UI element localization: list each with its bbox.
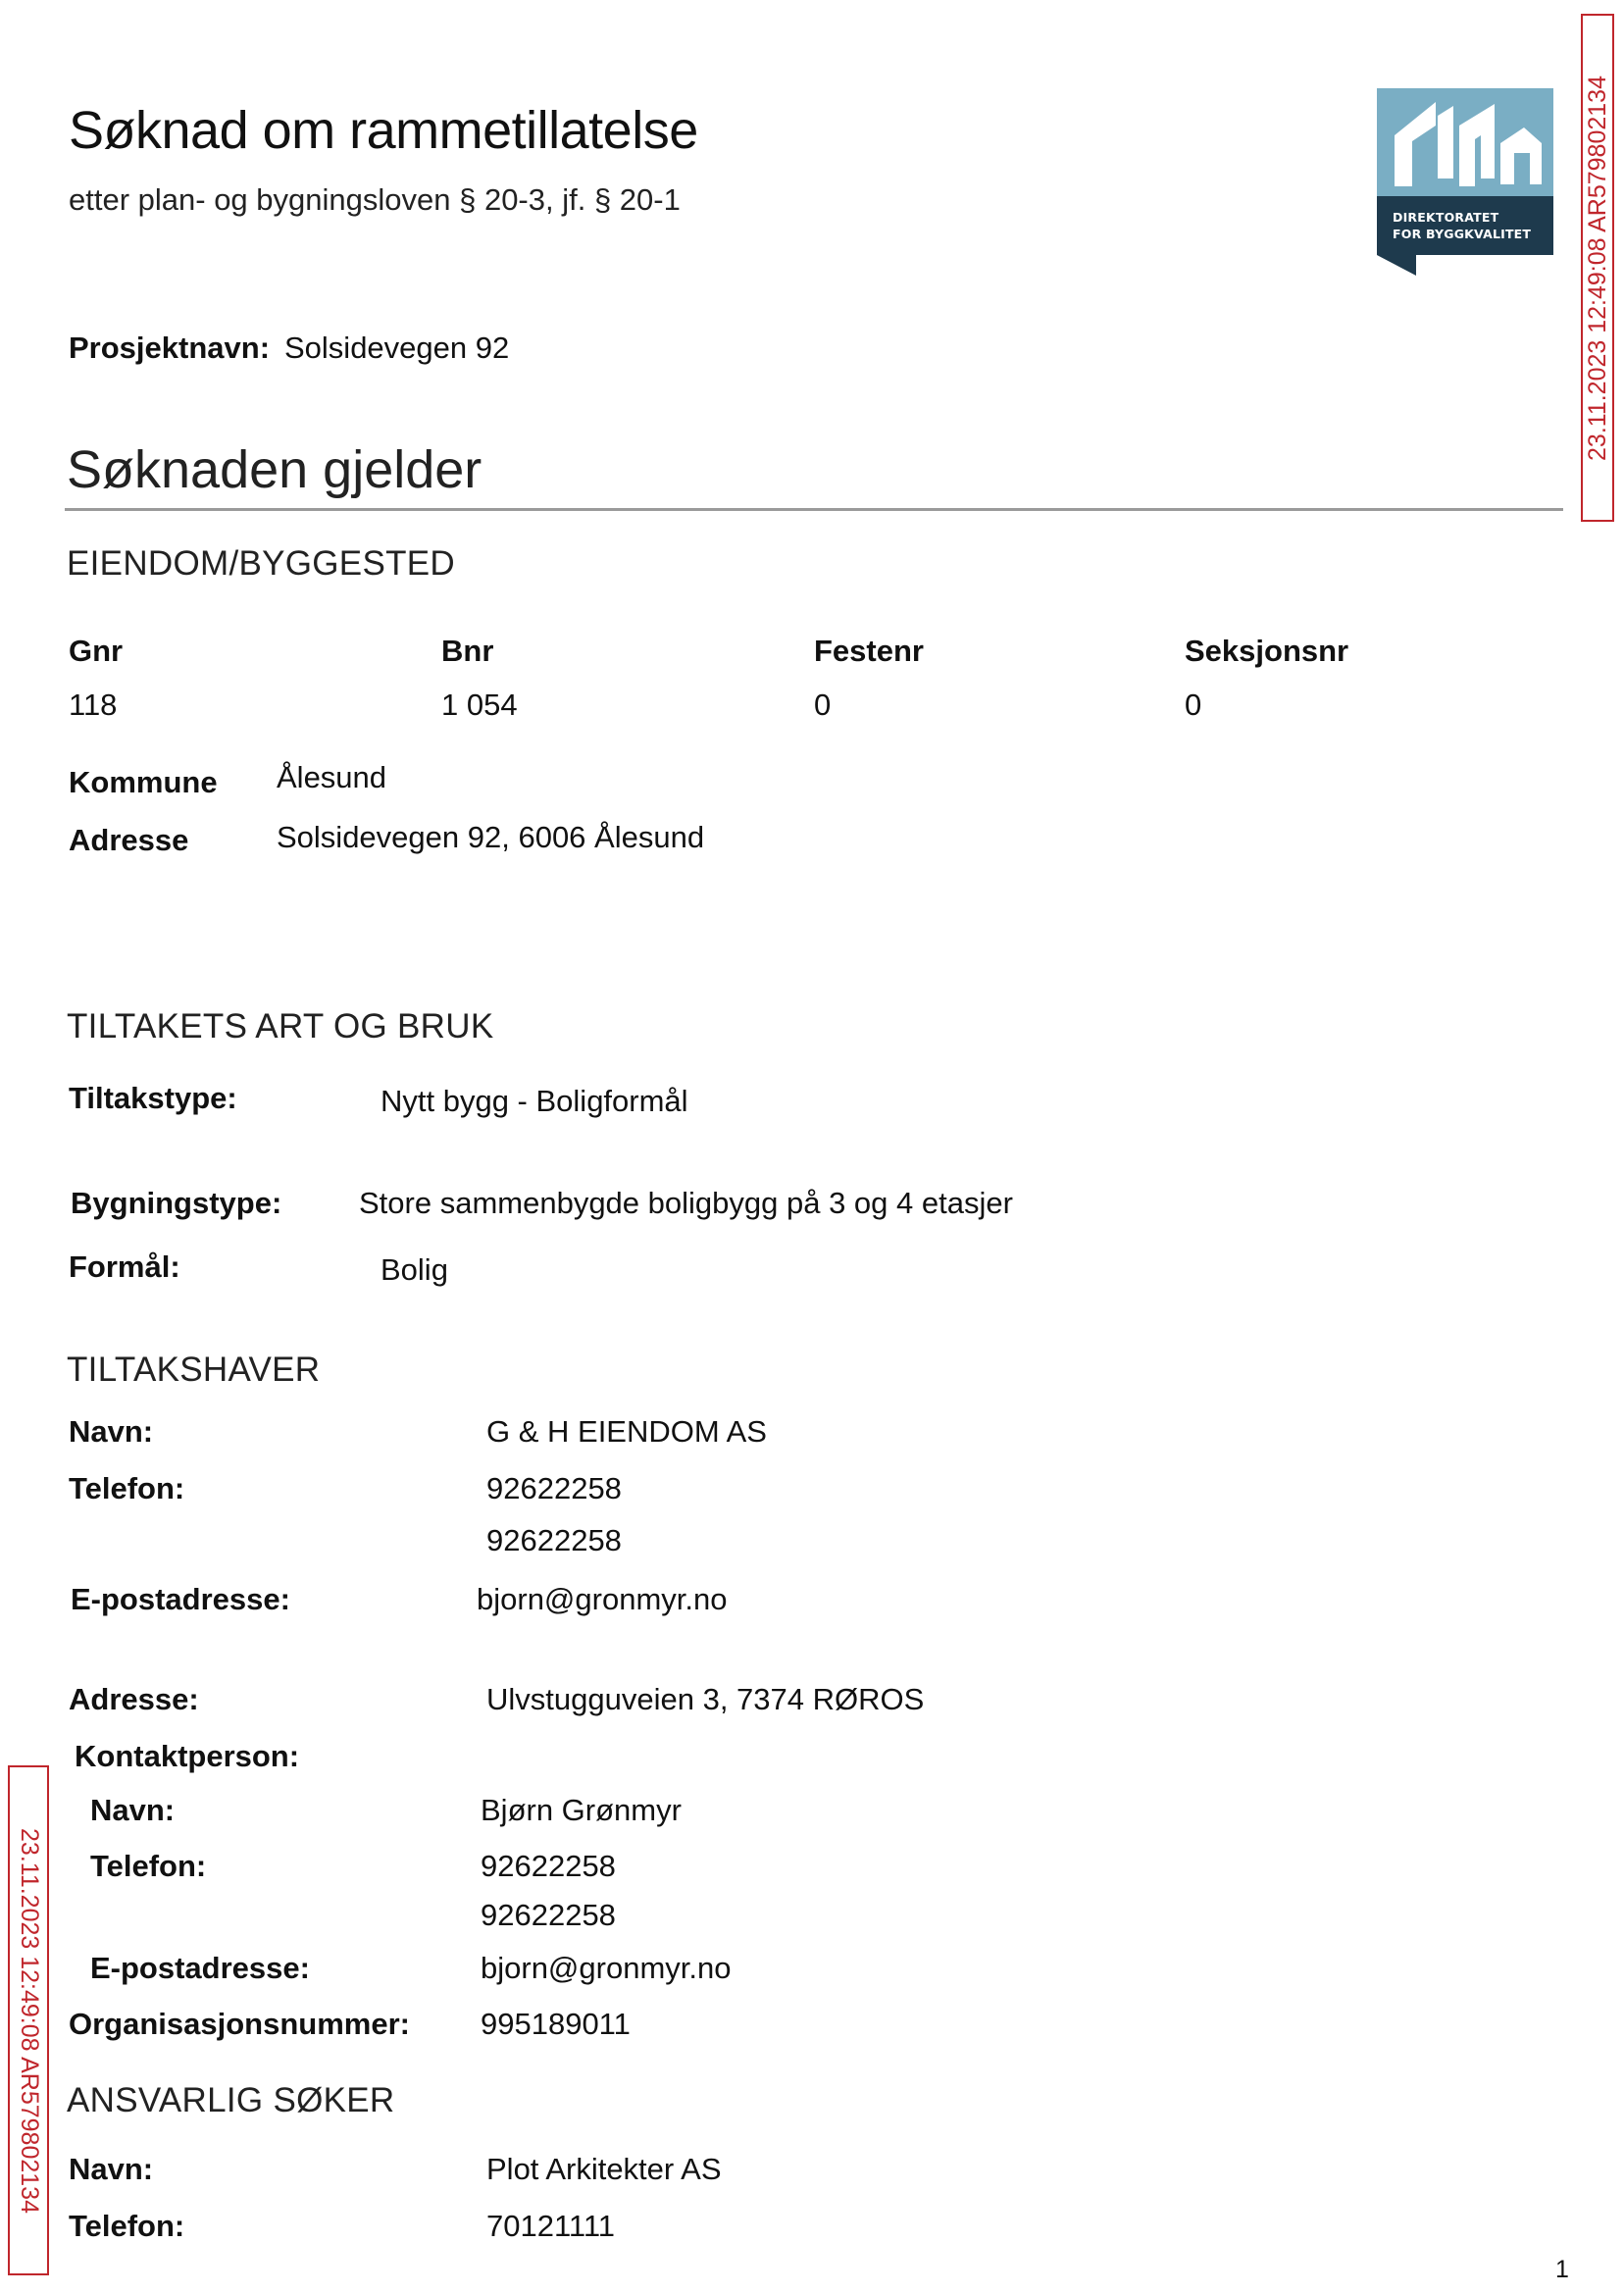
section-divider bbox=[65, 508, 1563, 511]
kontakt-telefon-label: Telefon: bbox=[90, 1849, 207, 1883]
tiltakshaver-adresse-label: Adresse: bbox=[69, 1682, 199, 1716]
gnr-label: Gnr bbox=[69, 634, 124, 668]
dibk-logo bbox=[1377, 88, 1553, 276]
kommune-label: Kommune bbox=[69, 765, 218, 799]
kontaktperson-label: Kontaktperson: bbox=[75, 1739, 300, 1773]
ansvarlig-telefon-value: 70121111 bbox=[486, 2209, 616, 2243]
tiltak-heading: TILTAKETS ART OG BRUK bbox=[67, 1007, 494, 1045]
stamp-top-right bbox=[1581, 14, 1614, 522]
stamp-text: 23.11.2023 12:49:08 AR579802134 bbox=[15, 1827, 43, 2214]
page-number: 1 bbox=[1555, 2256, 1569, 2283]
section-title: Søknaden gjelder bbox=[67, 440, 482, 499]
dibk-logo-icon bbox=[1377, 88, 1553, 276]
project-label: Prosjektnavn: bbox=[69, 331, 271, 365]
kontakt-epost-value: bjorn@gronmyr.no bbox=[481, 1951, 732, 1985]
property-heading: EIENDOM/BYGGESTED bbox=[67, 544, 455, 583]
tiltakshaver-telefon-value-1: 92622258 bbox=[486, 1471, 622, 1505]
tiltakstype-value: Nytt bygg - Boligformål bbox=[381, 1084, 688, 1118]
kontakt-telefon-value-2: 92622258 bbox=[481, 1898, 616, 1932]
kontakt-telefon-value-1: 92622258 bbox=[481, 1849, 616, 1883]
logo-text-line1: DIREKTORATET bbox=[1393, 210, 1499, 225]
document-subtitle: etter plan- og bygningsloven § 20-3, jf. § 20-1 bbox=[69, 182, 681, 217]
ansvarlig-navn-label: Navn: bbox=[69, 2152, 154, 2186]
tiltakshaver-epost-label: E-postadresse: bbox=[71, 1582, 290, 1616]
orgnr-value: 995189011 bbox=[481, 2007, 631, 2041]
seksjonsnr-label: Seksjonsnr bbox=[1185, 634, 1349, 668]
kontakt-navn-value: Bjørn Grønmyr bbox=[481, 1793, 682, 1827]
stamp-text: 23.11.2023 12:49:08 AR579802134 bbox=[1583, 75, 1611, 461]
bygningstype-value: Store sammenbygde boligbygg på 3 og 4 etasjer bbox=[359, 1186, 1013, 1220]
orgnr-label: Organisasjonsnummer: bbox=[69, 2007, 410, 2041]
logo-text-line2: FOR BYGGKVALITET bbox=[1393, 227, 1532, 241]
tiltakshaver-telefon-value-2: 92622258 bbox=[486, 1523, 622, 1557]
ansvarlig-telefon-label: Telefon: bbox=[69, 2209, 185, 2243]
bygningstype-label: Bygningstype: bbox=[71, 1186, 282, 1220]
stamp-bottom-left bbox=[8, 1765, 49, 2275]
tiltakshaver-heading: TILTAKSHAVER bbox=[67, 1351, 321, 1389]
adresse-value: Solsidevegen 92, 6006 Ålesund bbox=[277, 820, 705, 854]
tiltakshaver-navn-value: G & H EIENDOM AS bbox=[486, 1414, 767, 1449]
project-value: Solsidevegen 92 bbox=[284, 331, 510, 365]
kommune-value: Ålesund bbox=[277, 760, 387, 794]
tiltakshaver-telefon-label: Telefon: bbox=[69, 1471, 185, 1505]
bnr-value: 1 054 bbox=[441, 688, 518, 722]
festenr-label: Festenr bbox=[814, 634, 924, 668]
seksjonsnr-value: 0 bbox=[1185, 688, 1202, 722]
tiltakshaver-adresse-value: Ulvstugguveien 3, 7374 RØROS bbox=[486, 1682, 925, 1716]
kontakt-epost-label: E-postadresse: bbox=[90, 1951, 310, 1985]
festenr-value: 0 bbox=[814, 688, 832, 722]
ansvarlig-navn-value: Plot Arkitekter AS bbox=[486, 2152, 722, 2186]
formal-value: Bolig bbox=[381, 1252, 448, 1287]
tiltakstype-label: Tiltakstype: bbox=[69, 1081, 237, 1115]
adresse-label: Adresse bbox=[69, 823, 189, 857]
bnr-label: Bnr bbox=[441, 634, 494, 668]
kontakt-navn-label: Navn: bbox=[90, 1793, 176, 1827]
formal-label: Formål: bbox=[69, 1249, 180, 1284]
gnr-value: 118 bbox=[69, 688, 118, 722]
document-title: Søknad om rammetillatelse bbox=[69, 101, 698, 160]
ansvarlig-heading: ANSVARLIG SØKER bbox=[67, 2081, 395, 2119]
tiltakshaver-navn-label: Navn: bbox=[69, 1414, 154, 1449]
tiltakshaver-epost-value: bjorn@gronmyr.no bbox=[477, 1582, 728, 1616]
